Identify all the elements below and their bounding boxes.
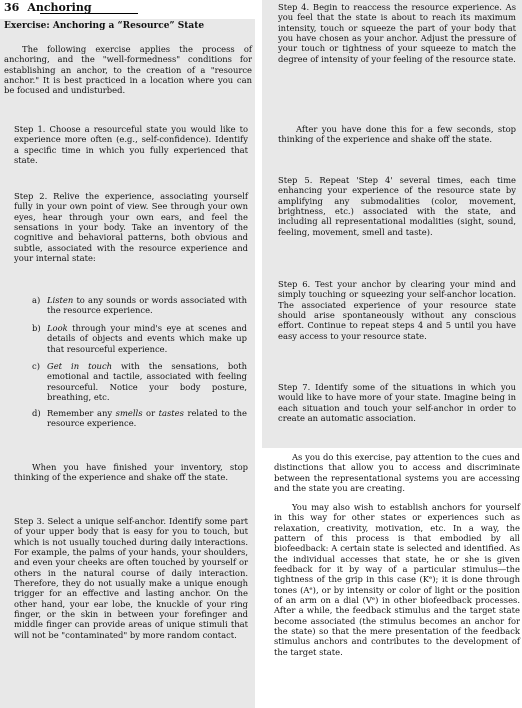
body-text-column (262, 452, 522, 708)
running-head (4, 1, 92, 17)
item-lead: Look (47, 323, 68, 333)
step-2-item-c (32, 361, 247, 402)
step-3-block (14, 516, 248, 640)
item-text: with the sensations, both emotional and tactile, associated with feeling resourceful. Notice your body posture, breathing, etc. (47, 361, 248, 403)
item-lead: Listen (47, 295, 74, 305)
body-paragraph-2: You may also wish to establish anchors for yourself in this way for other states or experiences such as relaxation, creativity, motivation, etc. In a way, the pattern of this process is that embodied by all biofeedback: A certain state is selected and identified. As the individual accesses that state, he or she is given feedback for it by way of a particular stimulus—the tightness of the grip in this case (Kᵉ); it is done through tones (Aᵉ), or by intensity or color of light or the position of an arm on a dial (Vᵉ) in other biofeedback processes. After a while, the feedback stimulus and the target state become associated (the stimulus becomes an anchor for the state) so that the mere presentation of the feedback stimulus anchors and contributes to the development of the target state. (274, 502, 520, 657)
exercise-heading-block (4, 21, 252, 31)
body-paragraph-1-block (274, 452, 520, 493)
step-7: Step 7. Identify some of the situations in which you would like to have more of your state. Imagine being in each situation and touch your self-anchor in order to create an automatic association. (278, 382, 516, 424)
header-rule (40, 13, 138, 14)
step-1-block (14, 124, 248, 165)
item-label: b) (32, 323, 41, 333)
step-5: Step 5. Repeat 'Step 4' several times, each time enhancing your experience of the resource state by amplifying any submodalities (color, movement, brightness, etc.) associated with the state, and including all representational modalities (sight, sound, feeling, movement, smell and taste). (278, 175, 516, 237)
step-6: Step 6. Test your anchor by clearing your mind and simply touching or squeezing your self-anchor location. The associated experience of your resource state should arise spontaneously without any conscious effort. Continue to repeat steps 4 and 5 until you have easy access to your resource state. (278, 279, 516, 341)
item-text: to any sounds or words associated with the resource experience. (47, 295, 247, 316)
step-4-end-block (278, 124, 516, 145)
step-6-block (278, 279, 516, 341)
exercise-intro: The following exercise applies the process of anchoring, and the "well-formedness" conditions for establishing an anchor, to the creation of a "resource anchor." It is best practiced in a location where you can be focused and undisturbed. (4, 44, 252, 96)
item-label: d) (32, 408, 41, 418)
exercise-right-column (262, 0, 522, 448)
step-4-block (278, 2, 516, 64)
step-2-item-d (32, 408, 247, 429)
exercise-title: Exercise: Anchoring a “Resource” State (4, 21, 205, 31)
step-4-end: After you have done this for a few seconds, stop thinking of the experience and shake off the state. (278, 124, 516, 145)
item-lead-2: tastes (158, 408, 184, 418)
item-lead: smells (115, 408, 143, 418)
item-text: through your mind's eye at scenes and details of objects and events which make up that resourceful experience. (47, 323, 247, 354)
step-4: Step 4. Begin to reaccess the resource experience. As you feel that the state is about to reach its maximum intensity, touch or squeeze the part of your body that you have chosen as your anchor. Adjust the pressure of your touch or tightness of your squeeze to match the degree of intensity of your feeling of the resource state. (278, 2, 516, 64)
item-label: a) (32, 295, 41, 305)
step-2-block (14, 191, 248, 263)
step-2-end: When you have finished your inventory, stop thinking of the experience and shake off the state. (14, 462, 248, 483)
item-label: c) (32, 361, 40, 371)
exercise-left-column (0, 19, 255, 708)
step-7-block (278, 382, 516, 423)
step-2-item-a (32, 295, 247, 316)
step-5-block (278, 175, 516, 237)
item-pre: Remember any (47, 408, 116, 418)
step-1: Step 1. Choose a resourceful state you would like to experience more often (e.g., self-confidence). Identify a specific time in which you fully experienced that state. (14, 124, 248, 166)
body-paragraph-1: As you do this exercise, pay attention to the cues and distinctions that allow you to access and discriminate between the representational systems you are accessing and the state you are creating. (274, 452, 520, 494)
step-2-item-b (32, 323, 247, 354)
step-2: Step 2. Relive the experience, associating yourself fully in your own point of view. See through your own eyes, hear through your own ears, and feel the sensations in your body. Take an inventory of the cognitive and behavioral patterns, both obvious and subtle, associated with the resource experience and your internal state: (14, 191, 248, 264)
step-2-end-block (14, 462, 248, 483)
step-3: Step 3. Select a unique self-anchor. Identify some part of your upper body that is easy for you to touch, but which is not usually touched during daily interactions. For example, the palms of your hands, your shoulders, and even your cheeks are often touched by yourself or others in the natural course of daily interaction. Therefore, they do not usually make a unique enough trigger for an effective and lasting anchor. On the other hand, your ear lobe, the knuckle of your ring finger, or the skin in between your forefinger and middle finger can provide areas of unique stimuli that will not be "contaminated" by more random contact. (14, 516, 248, 640)
item-text: related to the resource experience. (47, 408, 247, 429)
item-lead: Get in touch (47, 361, 113, 371)
page-number: 36 (4, 1, 20, 14)
exercise-intro-block (4, 44, 252, 96)
running-head-title: Anchoring (27, 1, 92, 14)
item-mid: or (142, 408, 159, 418)
body-paragraph-2-block (274, 502, 520, 657)
